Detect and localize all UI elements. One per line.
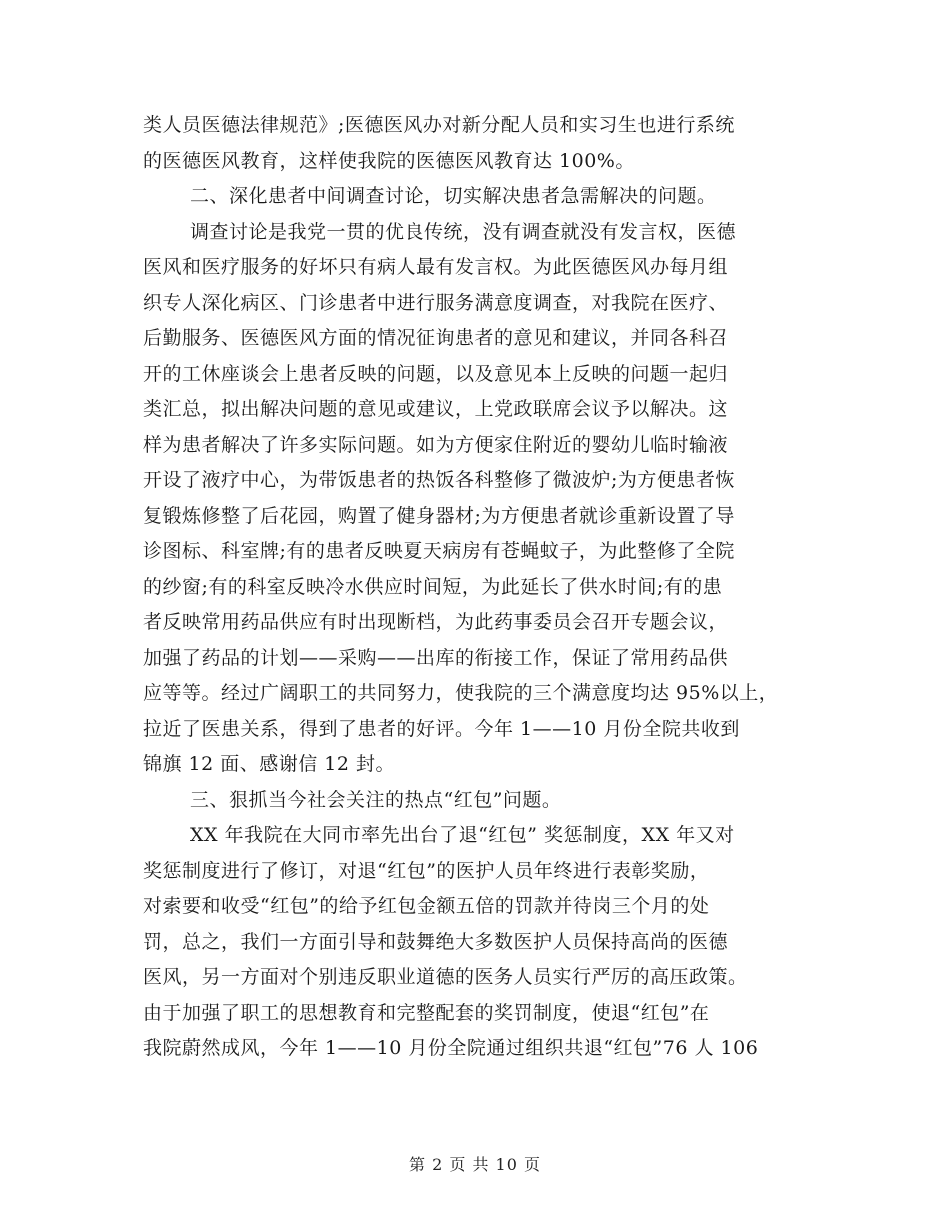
text-line: 开的工休座谈会上患者反映的问题，以及意见本上反映的问题一起归 — [143, 362, 729, 385]
text-line: 对索要和收受“红包”的给予红包金额五倍的罚款并待岗三个月的处 — [143, 895, 710, 917]
text-line: 罚，总之，我们一方面引导和鼓舞绝大多数医护人员保持高尚的医德 — [143, 930, 729, 953]
page-number-footer: 第 2 页 共 10 页 — [409, 1155, 541, 1174]
text-line: 类人员医德法律规范》;医德医风办对新分配人员和实习生也进行系统 — [143, 114, 735, 136]
text-line: 医风和医疗服务的好坏只有病人最有发言权。为此医德医风办每月组 — [143, 256, 729, 278]
text-line: 者反映常用药品供应有时出现断档，为此药事委员会召开专题会议， — [143, 611, 729, 633]
text-line: 加强了药品的计划——采购——出库的衔接工作，保证了常用药品供 — [143, 646, 729, 669]
text-line: 的医德医风教育，这样使我院的医德医风教育达 100%。 — [143, 149, 635, 172]
section-heading: 三、狠抓当今社会关注的热点“红包”问题。 — [190, 788, 562, 811]
text-line: 开设了液疗中心，为带饭患者的热饭各科整修了微波炉;为方便患者恢 — [143, 469, 735, 491]
document-body — [143, 108, 833, 1067]
text-line: 医风，另一方面对个别违反职业道德的医务人员实行严厉的高压政策。 — [143, 966, 748, 988]
text-line: 我院蔚然成风，今年 1——10 月份全院通过组织共退“红包”76 人 106 — [143, 1037, 759, 1059]
text-line: XX 年我院在大同市率先出台了退“红包” 奖惩制度，XX 年又对 — [190, 824, 735, 846]
text-line: 锦旗 12 面、感谢信 12 封。 — [143, 753, 396, 775]
text-line: 调查讨论是我党一贯的优良传统，没有调查就没有发言权，医德 — [190, 220, 737, 243]
text-line: 样为患者解决了许多实际问题。如为方便家住附近的婴幼儿临时输液 — [143, 433, 729, 456]
text-line: 拉近了医患关系，得到了患者的好评。今年 1——10 月份全院共收到 — [143, 717, 740, 740]
text-line: 由于加强了职工的思想教育和完整配套的奖罚制度，使退“红包”在 — [143, 1001, 710, 1024]
text-line: 的纱窗;有的科室反映冷水供应时间短，为此延长了供水时间;有的患 — [143, 575, 723, 598]
text-line: 奖惩制度进行了修订，对退“红包”的医护人员年终进行表彰奖励， — [143, 859, 710, 882]
text-line: 诊图标、科室牌;有的患者反映夏天病房有苍蝇蚊子，为此整修了全院 — [143, 540, 735, 562]
text-line: 后勤服务、医德医风方面的情况征询患者的意见和建议，并同各科召 — [143, 327, 729, 349]
text-line: 应等等。经过广阔职工的共同努力，使我院的三个满意度均达 95%以上， — [143, 682, 779, 704]
text-line: 复锻炼修整了后花园，购置了健身器材;为方便患者就诊重新设置了导 — [143, 504, 735, 527]
text-line: 织专人深化病区、门诊患者中进行服务满意度调查，对我院在医疗、 — [143, 291, 729, 314]
section-heading: 二、深化患者中间调查讨论，切实解决患者急需解决的问题。 — [190, 185, 717, 207]
text-line: 类汇总，拟出解决问题的意见或建议，上党政联席会议予以解决。这 — [143, 398, 729, 420]
